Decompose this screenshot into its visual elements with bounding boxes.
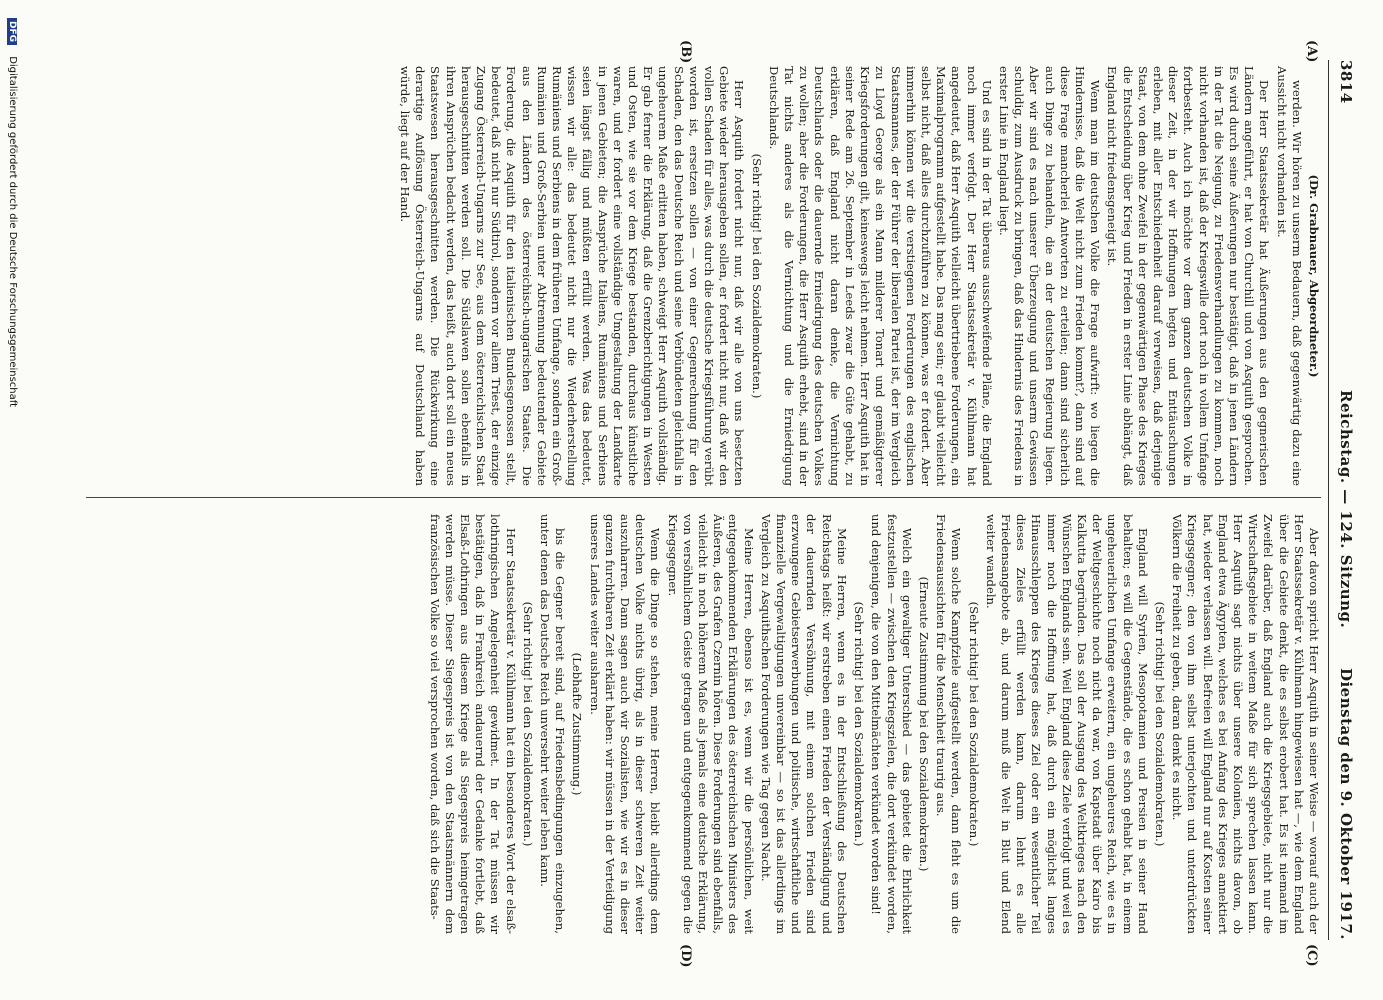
paragraph: Meine Herren, ebenso ist es, wenn wir die persönlichen, weit entgegenkommenden Erklärungen des österreichischen Ministers des Äußeren, des Grafen Czernin hören. Diese Forderungen sind ebenfalls, vielleicht in noch höherem Maße als jemals eine deutsche Erklärung, von versöhnlichem Geiste getragen und entgegenkommend gegen die Kriegsgegner. bbox=[665, 514, 756, 934]
paragraph: Aber davon spricht Herr Asquith in seiner Weise — worauf auch der Herr Staatssekretär v. Kühlmann hingewiesen hat —, wie dem England über die Gebiete denkt, die es selbst erobert hat. Es ist niemand im Zweifel darüber, daß England auch die Kriegsgebiete, nicht nur die Wirtschaftsgebiete in weitem Maße für sich sprechen lassen kann. Herr Asquith sagt nichts über unsere Kolonien, nichts davon, ob England etwa Ägypten, welches es bei Anfang des Krieges annektiert hat, wieder verlassen will. Befreien will England nur auf Kosten seiner Kriegsgegner; den von ihm selbst unterjochten und unterdrückten Völkern die Freiheit zu geben, daran denkt es nicht. bbox=[1170, 514, 1321, 934]
paragraph: bis die Gegner bereit sind, auf Friedensbedingungen einzugehen, unter denen das Deutsche Reich unversehrt weiter leben kann. bbox=[538, 514, 568, 934]
paragraph: Herr Staatssekretär v. Kühlmann hat ein besonderes Wort der elsaß-lothringischen Angelegenheit gewidmet. In der Tat müssen wir bestätigen, daß in Frankreich andauernd der Gedanke fortlebt, daß Elsaß-Lothringen aus diesem Kriege als Siegespreis heimgetragen werden müsse. Dieser Siegespreis ist von den Staatsmännern dem französischen Volke so viel versprochen worden, daß sich die Staats- bbox=[427, 514, 518, 934]
credit-text: Digitalisierung gefördert durch die Deutsche Forschungsgemeinschaft bbox=[7, 56, 18, 408]
left-text-column bbox=[81, 66, 1321, 486]
header-rule bbox=[1328, 60, 1329, 940]
margin-letter-c: (C) bbox=[1304, 944, 1319, 967]
paragraph: Der Herr Staatssekretär hat Äußerungen aus den gegnerischen Ländern angeführt, er hat von Churchill und von Asquith gesprochen. Es wird durch seine Äußerungen nur bestätigt, daß in jenen Ländern in der Tat die Neigung, zu Friedensverhandlungen zu kommen, noch nicht vorhanden ist, daß der Kriegswille dort noch in vollem Umfange fortbesteht. Auch ich möchte vor dem ganzen deutschen Volke in dieser Zeit, in der wir Hoffnungen hegten und Enttäuschungen erleben, mit aller Entschiedenheit darauf verweisen, daß derjenige Staat, von dem ohne Zweifel in der gegenwärtigen Phase des Krieges die Entscheidung über Krieg und Frieden in erster Linie abhängt, daß England nicht friedensgeneigt ist. bbox=[1105, 66, 1272, 486]
digitization-credit bbox=[4, 0, 18, 1000]
page-number: 3814 bbox=[1337, 60, 1355, 104]
paragraph: Wenn man im deutschen Volke die Frage aufwirft: wo liegen die Hindernisse, daß die Welt nicht zum Frieden kommt?, dann sind auf diese Frage mancherlei Antworten zu erteilen; dann sind sicherlich auch Dinge zu behandeln, die an der deutschen Regierung liegen. Aber wir sind es nach unserer Überzeugung und unserm Gewissen schuldig, zum Ausdruck zu bringen, daß das Hindernis des Friedens in erster Linie in England liegt. bbox=[996, 66, 1103, 486]
dfg-logo-icon: DFG bbox=[7, 18, 17, 45]
interjection: (Sehr richtig! bei den Sozialdemokraten.) bbox=[966, 601, 981, 847]
interjection: (Sehr richtig! bei den Sozialdemokraten.) bbox=[520, 601, 535, 847]
paragraph: Und es sind in der Tat überaus ausschweifende Pläne, die England noch immer verfolgt. Der Herr Staatssekretär v. Kühlmann hat angedeutet, daß Herr Asquith vielleicht übertriebene Forderungen, ein Maximalprogramm aufgestellt habe. Das mag sein; er glaubt vielleicht selbst nicht, daß alles durchzuführen zu können, was er fordert. Aber immerhin können wir die verstiegenen Forderungen des englischen Staatsmannes, der der Führer der liberalen Partei ist, der im Vergleich zu Lloyd George als ein Mann milderer Tonart und gemäßigterer Kriegsforderungen gilt, keineswegs leicht nehmen. Herr Asquith hat in seiner Rede am 26. September in Leeds zwar die Güte gehabt, zu erklären, daß England nicht daran denke, die Vernichtung Deutschlands oder die dauernde Erniedrigung des deutschen Volkes zu wollen; aber die Forderungen, die Herr Asquith erhebt, sind in der Tat nichts anderes als die Vernichtung und die Erniedrigung Deutschlands. bbox=[766, 66, 994, 486]
page-header bbox=[1331, 60, 1355, 940]
paragraph: Wenn die Dinge so stehen, meine Herren, bleibt allerdings dem deutschen Volke nichts übrig, als in dieser schweren Zeit weiter auszuharren. Dann sagen auch wir Sozialisten, wie wir es in dieser ganzen furchtbaren Zeit erklärt haben: wir müssen in der Verteidigung unseres Landes weiter ausharren. bbox=[587, 514, 663, 934]
interjection: (Sehr richtig! bei den Sozialdemokraten.) bbox=[749, 153, 764, 399]
interjection: (Sehr richtig! bei den Sozialdemokraten.) bbox=[852, 601, 867, 847]
speaker-note: (Dr. Grabnauer, Abgeordneter.) bbox=[1307, 174, 1321, 378]
session-date: Dienstag den 9. Oktober 1917. bbox=[1337, 667, 1355, 940]
margin-letter-b: (B) bbox=[678, 40, 693, 64]
paragraph: Herr Asquith fordert nicht nur, daß wir alle von uns besetzten Gebiete wieder herausgeben sollen, er fordert nicht nur, daß wir den vollen Schaden für alles, was durch die deutsche Kriegsführung verübt worden ist, ersetzen sollen — von einer Gegenrechnung für den Schaden, den das Deutsche Reich und seine Verbündeten gleichfalls in ungeheurem Maße erlitten haben, schweigt Herr Asquith vollständig. Er gab ferner die Erklärung, daß die Grenzberichtigungen in Westen und Osten, wie sie vor dem Kriege bestanden, durchaus künstliche waren, und er fordert eine vollständige Umgestaltung der Landkarte in jenen Gebieten; die Ansprüche Italiens, Rumäniens und Serbiens seien längst fällig und müßten erfüllt werden. Was das bedeutet, wissen wir alle: das bedeutet nicht nur die Wiederherstellung Rumäniens und Serbiens in dem früheren Umfange, sondern ein Groß-Rumänien und Groß-Serbien unter Abtrennung bedeutender Gebiete aus den Ländern des österreichisch-ungarischen Staates. Die Forderung, die Asquith für den italienischen Bundesgenossen stellt, bedeutet, daß nicht nur Südtirol, sondern vor allem Triest, der einzige Zugang Österreich-Ungarns zur See, aus dem österreichischen Staat herausgeschnitten werden soll. Die Südslawen sollen ebenfalls in ihren Ansprüchen bedacht werden, das heißt, auch dort soll ein neues Staatswesen herausgeschnitten werden. Die Rückwirkung eine derartige Auflösung Österreich-Ungarns auf Deutschland haben würde, liegt auf der Hand. bbox=[398, 66, 747, 486]
paragraph: Wenn solche Kampfziele aufgestellt werden, dann fleht es um die Friedensaussichten für die Menschheit traurig aus. bbox=[934, 514, 964, 934]
paragraph: England will Syrien, Mesopotamien und Persien in seiner Hand behalten; es will die Gegenstände, die es schon gehabt hat, in einem ungeheuerlichen Umfange erweitern, ein ungeheures Reich, wie es in der Weltgeschichte noch nicht da war, von Kapstadt über Kairo bis Kalkutta begründen. Das soll der Ausgang des Weltkrieges nach den Wünschen Englands sein. Weil England diese Ziele verfolgt und weil es immer noch die Hoffnung hat, daß durch ein möglichst langes Hinausschleppen des Krieges dieses Ziel oder ein wesentlicher Teil dieses Zieles erfüllt werden kann, darum lehnt es alle Friedensangebote ab, und darum muß die Welt in Blut und Elend weiter wandeln. bbox=[983, 514, 1150, 934]
paragraph: Meine Herren, wenn es in der Entschließung des Deutschen Reichstags heißt: wir erstreben einen Frieden der Verständigung und der dauernden Versöhnung, mit einem solchen Frieden sind erzwungene Gebietserwerbungen und politische, wirtschaftliche und finanzielle Vergewaltigungen unvereinbar — so ist das allerdings im Vergleich zu Asquithschen Forderungen wie Tag gegen Nacht. bbox=[758, 514, 849, 934]
interjection: (Lebhafte Zustimmung.) bbox=[570, 652, 585, 796]
interjection: (Sehr richtig! bei den Sozialdemokraten.) bbox=[1152, 601, 1167, 847]
paragraph: Welch ein gewaltiger Unterschied — das gebietet die Ehrlichkeit festzustellen — zwischen den Kriegszielen, die dort verkündet worden, und denjenigen, die von den Mittelmächten verkündet worden sind! bbox=[869, 514, 914, 934]
paragraph: werden. Wir hören zu unserm Bedauern, daß gegenwärtig dazu eine Aussicht nicht vorhanden ist. bbox=[1274, 66, 1304, 486]
session-title: Reichstag. — 124. Sitzung. bbox=[1337, 390, 1355, 629]
right-text-column bbox=[81, 514, 1321, 934]
margin-letter-a: (A) bbox=[1304, 40, 1319, 63]
margin-letter-d: (D) bbox=[678, 944, 693, 968]
column-divider bbox=[86, 497, 1321, 498]
interjection: (Erneute Zustimmung bei den Sozialdemokraten.) bbox=[916, 576, 931, 872]
